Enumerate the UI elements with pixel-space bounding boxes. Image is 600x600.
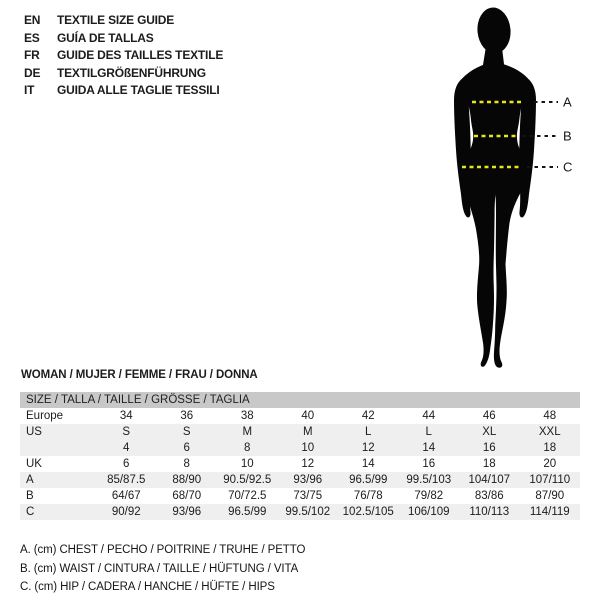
- silhouette-left-arm: [454, 78, 471, 217]
- size-value-cell: 107/110: [529, 474, 571, 486]
- size-value-cell: 90/92: [111, 506, 141, 518]
- size-value-cell: 38: [240, 410, 254, 422]
- row-label: Europe: [26, 410, 64, 422]
- size-value-cell: 85/87.5: [107, 474, 146, 486]
- table-row: [20, 488, 580, 504]
- size-value-cell: 70/72.5: [228, 490, 267, 502]
- size-value-cell: 8: [244, 442, 251, 454]
- chest-measure-label: A: [563, 94, 572, 110]
- language-title-list: [24, 12, 223, 100]
- language-row: [24, 65, 223, 83]
- size-value-cell: 90.5/92.5: [223, 474, 272, 486]
- size-value-cell: 110/113: [469, 506, 510, 518]
- size-value-cell: 93/96: [172, 506, 202, 518]
- section-heading-woman: WOMAN / MUJER / FEMME / FRAU / DONNA: [21, 369, 258, 381]
- size-value-cell: 99.5/102: [285, 506, 331, 518]
- table-row: [20, 456, 580, 472]
- language-row: [24, 30, 223, 48]
- size-value-cell: 18: [482, 458, 496, 470]
- size-value-cell: L: [425, 426, 432, 438]
- size-value-cell: 18: [543, 442, 557, 454]
- language-code: FR: [24, 48, 40, 62]
- size-value-cell: 6: [123, 458, 130, 470]
- language-code: ES: [24, 30, 40, 45]
- size-value-cell: S: [182, 426, 191, 438]
- size-value-cell: XL: [482, 426, 497, 438]
- language-code: IT: [24, 83, 35, 97]
- size-value-cell: 93/96: [293, 474, 323, 486]
- size-value-cell: 96.5/99: [349, 474, 388, 486]
- table-row: [20, 440, 580, 456]
- size-value-cell: 36: [180, 410, 194, 422]
- size-value-cell: 34: [119, 410, 133, 422]
- size-value-cell: 14: [422, 442, 436, 454]
- row-label: [20, 440, 96, 456]
- woman-silhouette-figure: [410, 0, 600, 380]
- hip-measure-label: C: [563, 159, 573, 175]
- size-value-cell: XXL: [538, 426, 561, 438]
- size-value-cell: 79/82: [414, 490, 444, 502]
- measurement-note-line: A. (cm) CHEST / PECHO / POITRINE / TRUHE / PETTO: [20, 544, 306, 556]
- size-value-cell: 12: [301, 458, 315, 470]
- table-row: [20, 472, 580, 488]
- row-label: US: [26, 426, 42, 438]
- size-value-cell: S: [122, 426, 131, 438]
- size-value-cell: 73/75: [293, 490, 323, 502]
- size-value-cell: 88/90: [172, 474, 202, 486]
- size-value-cell: M: [242, 426, 253, 438]
- size-value-cell: 12: [361, 442, 375, 454]
- guide-title-text: TEXTILE SIZE GUIDE: [57, 13, 175, 27]
- row-label: C: [26, 506, 35, 518]
- waist-measure-label: B: [563, 128, 572, 144]
- size-value-cell: 106/109: [407, 506, 450, 518]
- size-value-cell: 87/90: [535, 490, 565, 502]
- language-row: [24, 82, 223, 100]
- size-value-cell: 42: [361, 410, 375, 422]
- size-value-cell: 64/67: [111, 490, 141, 502]
- measurement-note-line: C. (cm) HIP / CADERA / HANCHE / HÜFTE / HIPS: [20, 581, 275, 594]
- table-row: [20, 424, 580, 440]
- size-table-body: [20, 408, 580, 520]
- size-value-cell: M: [302, 426, 313, 438]
- size-value-cell: 16: [482, 442, 496, 454]
- size-table: [20, 392, 580, 520]
- measurement-notes: [20, 541, 305, 597]
- guide-title-text: GUIDA ALLE TAGLIE TESSILI: [57, 83, 220, 97]
- size-table-header: SIZE / TALLA / TAILLE / GRÖSSE / TAGLIA: [20, 392, 580, 408]
- size-value-cell: 4: [123, 442, 130, 454]
- size-value-cell: 104/107: [468, 474, 511, 486]
- guide-title-text: GUIDE DES TAILLES TEXTILE: [57, 48, 224, 62]
- language-code: EN: [24, 13, 41, 27]
- size-value-cell: 83/86: [474, 490, 504, 502]
- size-value-cell: 8: [183, 458, 190, 470]
- size-value-cell: 40: [301, 410, 315, 422]
- row-label: UK: [26, 458, 42, 470]
- guide-title-text: GUÍA DE TALLAS: [57, 30, 154, 45]
- language-row: [24, 12, 223, 30]
- size-value-cell: 76/78: [353, 490, 383, 502]
- size-value-cell: 16: [422, 458, 436, 470]
- size-value-cell: 48: [543, 410, 557, 422]
- table-row: [20, 504, 580, 520]
- size-value-cell: 114/119: [529, 506, 570, 518]
- size-value-cell: 96.5/99: [228, 506, 267, 518]
- language-code: DE: [24, 65, 41, 80]
- size-value-cell: 14: [361, 458, 375, 470]
- size-value-cell: L: [365, 426, 372, 438]
- silhouette-body: [460, 62, 529, 368]
- size-value-cell: 10: [301, 442, 315, 454]
- size-value-cell: 68/70: [172, 490, 202, 502]
- language-row: [24, 47, 223, 65]
- table-row: [20, 408, 580, 424]
- size-value-cell: 10: [240, 458, 254, 470]
- silhouette-right-arm: [519, 78, 536, 217]
- row-label: B: [26, 490, 34, 502]
- size-value-cell: 99.5/103: [406, 474, 452, 486]
- row-label: A: [26, 474, 34, 486]
- woman-silhouette: [454, 6, 536, 368]
- size-value-cell: 20: [543, 458, 557, 470]
- size-value-cell: 6: [183, 442, 190, 454]
- size-value-cell: 44: [422, 410, 436, 422]
- size-value-cell: 46: [482, 410, 496, 422]
- size-value-cell: 102.5/105: [342, 506, 394, 518]
- measurement-note-line: B. (cm) WAIST / CINTURA / TAILLE / HÜFTUNG / VITA: [20, 562, 299, 575]
- guide-title-text: TEXTILGRÖßENFÜHRUNG: [57, 65, 206, 80]
